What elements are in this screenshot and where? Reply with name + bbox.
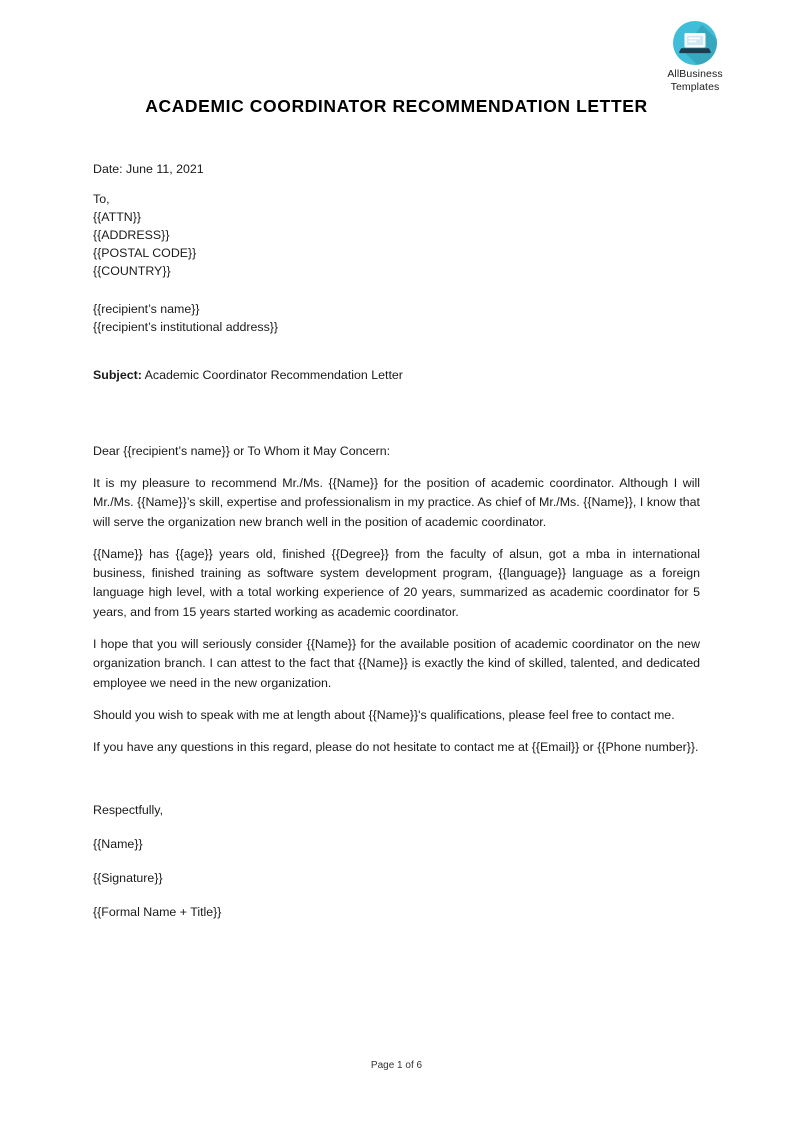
body-paragraph: If you have any questions in this regard, please do not hesitate to contact me at {{Email}} or {{Phone number}}.: [93, 740, 699, 755]
subject-label: Subject:: [93, 368, 142, 382]
spacer: [93, 424, 700, 442]
brand-name-line1: AllBusiness: [667, 68, 723, 80]
address-line: {{COUNTRY}}: [93, 264, 171, 278]
spacer: [93, 771, 700, 801]
document-body: [93, 160, 700, 937]
page-title: ACADEMIC COORDINATOR RECOMMENDATION LETTER: [145, 96, 648, 116]
address-line: {{POSTAL CODE}}: [93, 246, 197, 260]
date-line: [93, 160, 700, 178]
body-paragraph: {{Name}} has {{age}} years old, finished {{Degree}} from the faculty of alsun, got a mba in international business, finished training as software system development program, {{language}} language as a foreign language high level, with a total working experience of 20 years, summarized as academic coordinator for 5 years, and from 15 years started working as academic coordinator.: [93, 546, 700, 619]
address-line: To,: [93, 192, 110, 206]
recipient-line: {{recipient’s name}}: [93, 302, 200, 316]
closing-line: {{Signature}}: [93, 870, 163, 885]
recipient-block: [93, 300, 700, 336]
body-paragraph: I hope that you will seriously consider {{Name}} for the available position of academic coordinator on the new organization branch. I can attest to the fact that {{Name}} is exactly the kind of skilled, talented, and dedicated employee we need in the new organization.: [93, 637, 700, 690]
page-footer: Page 1 of 6: [370, 1060, 423, 1071]
brand-logo: [645, 20, 745, 94]
date-text: Date: June 11, 2021: [93, 162, 204, 176]
subject-value: Academic Coordinator Recommendation Letter: [144, 368, 403, 382]
closing-line: Respectfully,: [93, 802, 164, 817]
spacer: [93, 280, 700, 300]
recipient-line: {{recipient’s institutional address}}: [93, 320, 279, 334]
body-paragraph: It is my pleasure to recommend Mr./Ms. {{Name}} for the position of academic coordinator. Although I will Mr./Ms. {{Name}}’s skill, expertise and professionalism in my practice. As chief of Mr./Ms. {{Name}}, I know that will serve the organization new branch well in the position of academic coordinator.: [93, 476, 700, 529]
spacer: [93, 178, 700, 190]
closing-line: {{Name}}: [93, 836, 143, 851]
spacer: [93, 384, 700, 424]
address-block: [93, 190, 700, 280]
body-paragraph: Should you wish to speak with me at length about {{Name}}'s qualifications, please feel free to contact me.: [93, 707, 675, 722]
salutation: Dear {{recipient’s name}} or To Whom it May Concern:: [93, 444, 391, 458]
subject-line: [93, 366, 700, 384]
spacer: [93, 336, 700, 366]
laptop-icon: [672, 20, 718, 66]
spacer: [93, 460, 700, 474]
brand-name-line2: Templates: [670, 81, 720, 93]
address-line: {{ADDRESS}}: [93, 228, 170, 242]
address-line: {{ATTN}}: [93, 210, 141, 224]
closing-line: {{Formal Name + Title}}: [93, 904, 222, 919]
